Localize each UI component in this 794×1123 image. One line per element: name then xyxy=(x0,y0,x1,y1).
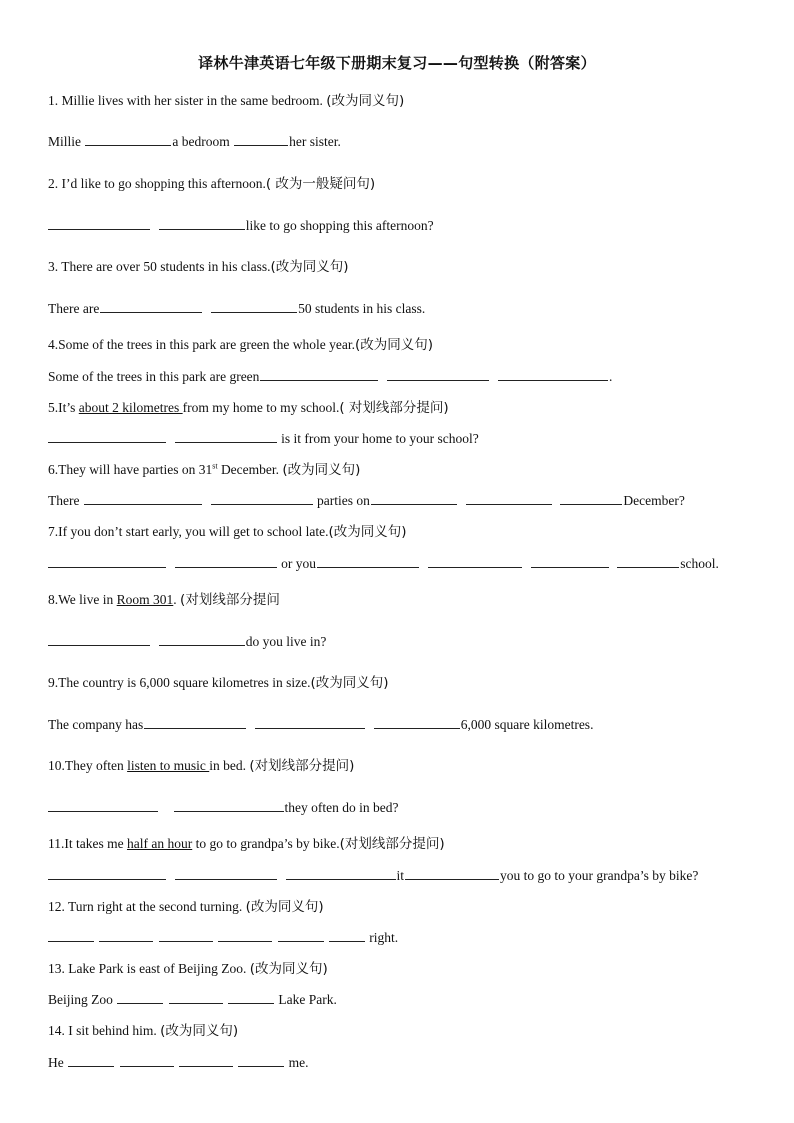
question-text: 6.They will have parties on 31 xyxy=(48,462,213,477)
question-12 xyxy=(48,898,768,916)
question-hint: ( 改为一般疑问句) xyxy=(265,176,376,192)
answer-11 xyxy=(48,867,768,885)
answer-text: . xyxy=(608,369,613,384)
answer-text: like to go shopping this afternoon? xyxy=(245,218,434,233)
answer-text: 50 students in his class. xyxy=(298,301,426,316)
answer-text: you to go to your grandpa’s by bike? xyxy=(500,868,699,883)
question-6 xyxy=(48,461,768,479)
answer-12 xyxy=(48,929,768,947)
question-3 xyxy=(48,258,768,276)
answer-blank[interactable] xyxy=(617,555,679,568)
answer-7 xyxy=(48,555,768,573)
answer-text: There are xyxy=(48,301,100,316)
answer-10 xyxy=(48,799,768,817)
answer-text: December? xyxy=(623,493,685,508)
question-hint: (对划线部分提问) xyxy=(249,758,355,774)
answer-text: it xyxy=(396,868,405,883)
question-text: 10.They often xyxy=(48,758,128,773)
answer-blank[interactable] xyxy=(286,867,396,880)
answer-blank[interactable] xyxy=(255,716,365,729)
answer-blank[interactable] xyxy=(48,867,166,880)
answer-14 xyxy=(48,1054,768,1072)
question-hint: (改为同义句) xyxy=(245,899,324,915)
question-text: 3. There are over 50 students in his class. xyxy=(48,259,271,274)
question-hint: (对划线部分提问) xyxy=(339,836,445,852)
answer-text: they often do in bed? xyxy=(284,800,399,815)
answer-blank[interactable] xyxy=(234,133,288,146)
answer-blank[interactable] xyxy=(85,133,171,146)
answer-text: There xyxy=(48,493,83,508)
answer-text: 6,000 square kilometres. xyxy=(460,717,594,732)
answer-blank[interactable] xyxy=(175,867,277,880)
question-text: to go to grandpa’s by bike. xyxy=(192,836,340,851)
answer-blank[interactable] xyxy=(531,555,609,568)
question-text: 4.Some of the trees in this park are green the whole year. xyxy=(48,337,356,352)
answer-blank[interactable] xyxy=(218,929,272,942)
answer-blank[interactable] xyxy=(159,633,245,646)
answer-blank[interactable] xyxy=(175,430,277,443)
question-2 xyxy=(48,175,768,193)
underlined-phrase: listen to music xyxy=(127,758,210,773)
answer-blank[interactable] xyxy=(48,217,150,230)
answer-text: me. xyxy=(285,1055,309,1070)
question-text: 8.We live in xyxy=(48,592,117,607)
answer-2 xyxy=(48,217,768,235)
answer-blank[interactable] xyxy=(278,929,324,942)
question-14 xyxy=(48,1022,768,1040)
question-text: 13. Lake Park is east of Beijing Zoo. xyxy=(48,961,250,976)
answer-blank[interactable] xyxy=(100,300,202,313)
answer-text: or you xyxy=(277,556,316,571)
question-text: 1. Millie lives with her sister in the same bedroom. xyxy=(48,93,327,108)
question-hint: (改为同义句) xyxy=(282,462,361,478)
answer-blank[interactable] xyxy=(159,217,245,230)
answer-text: right. xyxy=(365,930,399,945)
question-text: 5.It’s xyxy=(48,400,79,415)
answer-blank[interactable] xyxy=(174,799,284,812)
question-9 xyxy=(48,674,768,692)
answer-blank[interactable] xyxy=(48,430,166,443)
question-text: 7.If you don’t start early, you will get to school late. xyxy=(48,524,329,539)
question-hint: (改为同义句) xyxy=(328,524,407,540)
question-hint: (改为同义句) xyxy=(270,259,349,275)
question-hint: (对划线部分提问 xyxy=(180,592,280,608)
question-text: 11.It takes me xyxy=(48,836,127,851)
answer-blank[interactable] xyxy=(260,368,378,381)
answer-1 xyxy=(48,133,768,151)
answer-4 xyxy=(48,368,768,386)
question-5 xyxy=(48,399,768,417)
answer-blank[interactable] xyxy=(99,929,153,942)
answer-text: a bedroom xyxy=(172,134,234,149)
answer-blank[interactable] xyxy=(238,1054,284,1067)
underlined-phrase: Room 301 xyxy=(116,592,174,607)
answer-blank[interactable] xyxy=(211,300,297,313)
answer-blank[interactable] xyxy=(179,1054,233,1067)
ordinal-suffix: st xyxy=(212,461,218,471)
answer-blank[interactable] xyxy=(317,555,419,568)
answer-8 xyxy=(48,633,768,651)
question-10 xyxy=(48,757,768,775)
answer-text: Some of the trees in this park are green xyxy=(48,369,260,384)
question-11 xyxy=(48,835,768,853)
answer-text: do you live in? xyxy=(245,634,327,649)
answer-blank[interactable] xyxy=(120,1054,174,1067)
question-hint: (改为同义句) xyxy=(160,1023,239,1039)
answer-blank[interactable] xyxy=(117,991,163,1004)
question-text: 9.The country is 6,000 square kilometres in size. xyxy=(48,675,311,690)
question-text: December. xyxy=(217,462,283,477)
answer-text: school. xyxy=(680,556,719,571)
question-1 xyxy=(48,92,768,110)
answer-blank[interactable] xyxy=(68,1054,114,1067)
question-7 xyxy=(48,523,768,541)
question-hint: (改为同义句) xyxy=(326,93,405,109)
question-text: 2. I’d like to go shopping this afternoon. xyxy=(48,176,266,191)
answer-3 xyxy=(48,300,768,318)
answer-text: Beijing Zoo xyxy=(48,992,117,1007)
answer-text: is it from your home to your school? xyxy=(277,431,479,446)
answer-text: Lake Park. xyxy=(275,992,337,1007)
answer-blank[interactable] xyxy=(371,492,457,505)
answer-blank[interactable] xyxy=(498,368,608,381)
question-text: from my home to my school. xyxy=(182,400,340,415)
answer-5 xyxy=(48,430,768,448)
answer-text: He xyxy=(48,1055,68,1070)
answer-blank[interactable] xyxy=(211,492,313,505)
answer-13 xyxy=(48,991,768,1009)
question-text: 14. I sit behind him. xyxy=(48,1023,161,1038)
answer-text: The company has xyxy=(48,717,144,732)
answer-blank[interactable] xyxy=(159,929,213,942)
answer-blank[interactable] xyxy=(405,867,499,880)
question-hint: (改为同义句) xyxy=(249,961,328,977)
answer-blank[interactable] xyxy=(48,799,158,812)
answer-blank[interactable] xyxy=(387,368,489,381)
question-hint: (改为同义句) xyxy=(355,337,434,353)
question-4 xyxy=(48,336,768,354)
answer-text: Millie xyxy=(48,134,85,149)
answer-6 xyxy=(48,492,768,510)
answer-blank[interactable] xyxy=(329,929,365,942)
answer-blank[interactable] xyxy=(169,991,223,1004)
answer-blank[interactable] xyxy=(48,555,166,568)
question-hint: ( 对划线部分提问) xyxy=(339,400,449,416)
question-hint: (改为同义句) xyxy=(310,675,389,691)
answer-blank[interactable] xyxy=(84,492,202,505)
underlined-phrase: half an hour xyxy=(126,836,193,851)
answer-blank[interactable] xyxy=(175,555,277,568)
question-13 xyxy=(48,960,768,978)
question-8 xyxy=(48,591,768,609)
answer-blank[interactable] xyxy=(374,716,460,729)
answer-blank[interactable] xyxy=(560,492,622,505)
answer-text: parties on xyxy=(313,493,370,508)
answer-blank[interactable] xyxy=(228,991,274,1004)
answer-blank[interactable] xyxy=(48,633,150,646)
answer-text: her sister. xyxy=(289,134,341,149)
answer-blank[interactable] xyxy=(466,492,552,505)
question-text: 12. Turn right at the second turning. xyxy=(48,899,246,914)
answer-9 xyxy=(48,716,768,734)
page-title: 译林牛津英语七年级下册期末复习——句型转换（附答案） xyxy=(198,54,596,72)
answer-blank[interactable] xyxy=(428,555,522,568)
underlined-phrase: about 2 kilometres xyxy=(78,400,183,415)
question-text: . xyxy=(173,592,181,607)
answer-blank[interactable] xyxy=(48,929,94,942)
answer-blank[interactable] xyxy=(144,716,246,729)
question-text: in bed. xyxy=(209,758,250,773)
